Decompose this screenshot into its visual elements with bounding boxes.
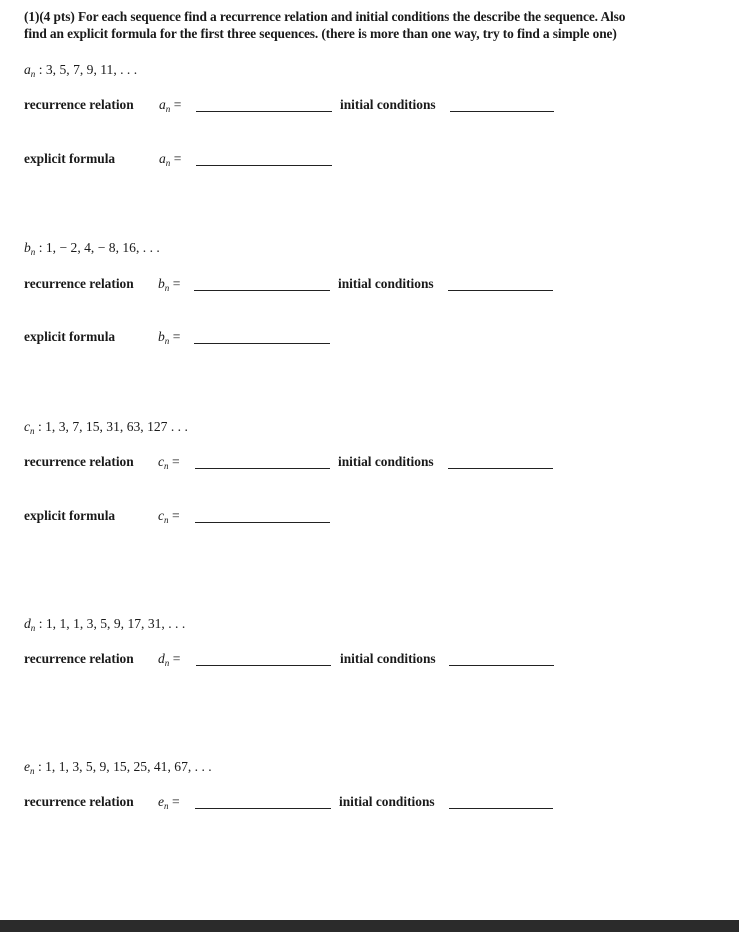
- sequence-c-definition: $c_n$ : 1, 3, 7, 15, 31, 63, 127 . . .: [24, 419, 188, 436]
- sequence-d-definition: $d_n$ : 1, 1, 1, 3, 5, 9, 17, 31, . . .: [24, 616, 186, 633]
- sequence-a-initial-label: initial conditions: [340, 97, 436, 112]
- sequence-b-recurrence-blank[interactable]: [194, 290, 330, 291]
- sequence-c-recurrence-blank[interactable]: [195, 468, 330, 469]
- problem-statement-line-1: (1)(4 pts) For each sequence find a recurrence relation and initial conditions the describe the sequence. Also: [24, 9, 626, 24]
- sequence-d-recurrence-lhs: $d_n$ =: [158, 651, 181, 668]
- sequence-d-recurrence-label: recurrence relation: [24, 651, 134, 666]
- sequence-e-initial-blank[interactable]: [449, 808, 553, 809]
- sequence-a-recurrence-lhs: $a_n$ =: [159, 97, 182, 114]
- sequence-b-initial-label: initial conditions: [338, 276, 434, 291]
- sequence-a-recurrence-label: recurrence relation: [24, 97, 134, 112]
- sequence-c-explicit-lhs: $c_n$ =: [158, 508, 180, 525]
- problem-statement: [24, 8, 714, 42]
- sequence-c-recurrence-lhs: $c_n$ =: [158, 454, 180, 471]
- viewer-bottom-bar: [0, 920, 739, 932]
- sequence-e-recurrence-label: recurrence relation: [24, 794, 134, 809]
- sequence-b-initial-blank[interactable]: [448, 290, 553, 291]
- sequence-d-initial-label: initial conditions: [340, 651, 436, 666]
- sequence-d-initial-blank[interactable]: [449, 665, 554, 666]
- sequence-a-definition: $a_n$ : 3, 5, 7, 9, 11, . . .: [24, 62, 138, 79]
- sequence-e-recurrence-blank[interactable]: [195, 808, 331, 809]
- sequence-c-explicit-label: explicit formula: [24, 508, 116, 523]
- sequence-b-explicit-blank[interactable]: [194, 343, 330, 344]
- sequence-d-recurrence-blank[interactable]: [196, 665, 331, 666]
- sequence-c-recurrence-label: recurrence relation: [24, 454, 134, 469]
- sequence-a-initial-blank[interactable]: [450, 111, 554, 112]
- problem-statement-line-2: find an explicit formula for the first three sequences. (there is more than one way, try to find a simple one): [24, 26, 617, 41]
- sequence-a-recurrence-blank[interactable]: [196, 111, 332, 112]
- sequence-b-recurrence-lhs: $b_n$ =: [158, 276, 181, 293]
- sequence-b-recurrence-label: recurrence relation: [24, 276, 134, 291]
- sequence-b-explicit-label: explicit formula: [24, 329, 116, 344]
- sequence-e-initial-label: initial conditions: [339, 794, 435, 809]
- sequence-c-explicit-blank[interactable]: [195, 522, 330, 523]
- sequence-c-initial-blank[interactable]: [448, 468, 553, 469]
- sequence-c-initial-label: initial conditions: [338, 454, 434, 469]
- sequence-a-explicit-label: explicit formula: [24, 151, 116, 166]
- sequence-b-definition: $b_n$ : 1, − 2, 4, − 8, 16, . . .: [24, 240, 160, 257]
- sequence-a-explicit-lhs: $a_n$ =: [159, 151, 182, 168]
- sequence-b-explicit-lhs: $b_n$ =: [158, 329, 181, 346]
- sequence-a-explicit-blank[interactable]: [196, 165, 332, 166]
- sequence-e-definition: $e_n$ : 1, 1, 3, 5, 9, 15, 25, 41, 67, . . .: [24, 759, 212, 776]
- sequence-e-recurrence-lhs: $e_n$ =: [158, 794, 180, 811]
